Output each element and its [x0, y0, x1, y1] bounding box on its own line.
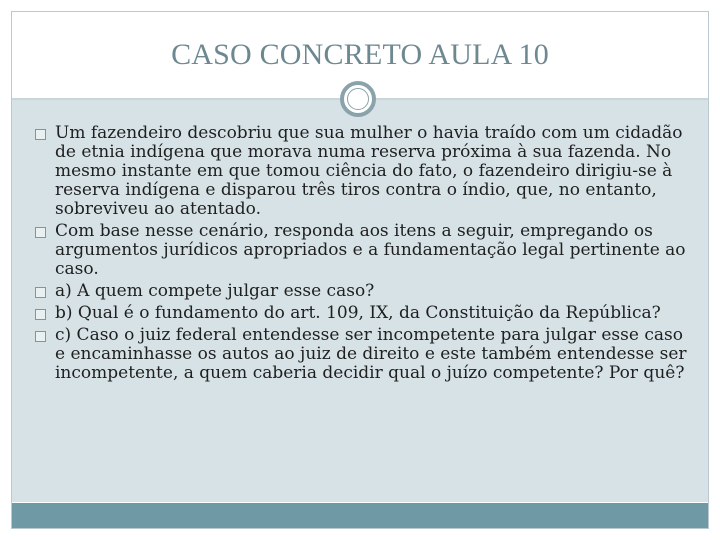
bullet-list: [35, 124, 695, 386]
bullet-item-5: [35, 326, 695, 383]
bullet-text: b) Qual é o fundamento do art. 109, IX, da Constituição da República?: [55, 303, 661, 323]
bullet-item-4: [35, 304, 695, 323]
ring-ornament-icon: [340, 81, 376, 117]
square-bullet-icon: [35, 331, 46, 342]
bullet-text: c) Caso o juiz federal entendesse ser incompetente para julgar esse caso e encaminhasse os autos ao juiz de direito e este também entendesse ser incompetente, a quem caberia decidir qual o juízo competente? Por quê?: [55, 325, 687, 383]
square-bullet-icon: [35, 287, 46, 298]
bullet-text: a) A quem compete julgar esse caso?: [55, 281, 375, 301]
slide-title: CASO CONCRETO AULA 10: [171, 38, 549, 71]
bullet-item-3: [35, 282, 695, 301]
square-bullet-icon: [35, 227, 46, 238]
bullet-text: Com base nesse cenário, responda aos itens a seguir, empregando os argumentos jurídicos apropriados e a fundamentação legal pertinente ao caso.: [55, 221, 686, 279]
bullet-item-1: [35, 124, 695, 219]
bullet-text: Um fazendeiro descobriu que sua mulher o havia traído com um cidadão de etnia indígena que morava numa reserva próxima à sua fazenda. No mesmo instante em que tomou ciência do fato, o fazendeiro dirigiu-se à reserva indígena e disparou três tiros contra o índio, que, no entanto, sobreviveu ao atentado.: [55, 123, 683, 219]
bullet-item-2: [35, 222, 695, 279]
square-bullet-icon: [35, 129, 46, 140]
square-bullet-icon: [35, 309, 46, 320]
